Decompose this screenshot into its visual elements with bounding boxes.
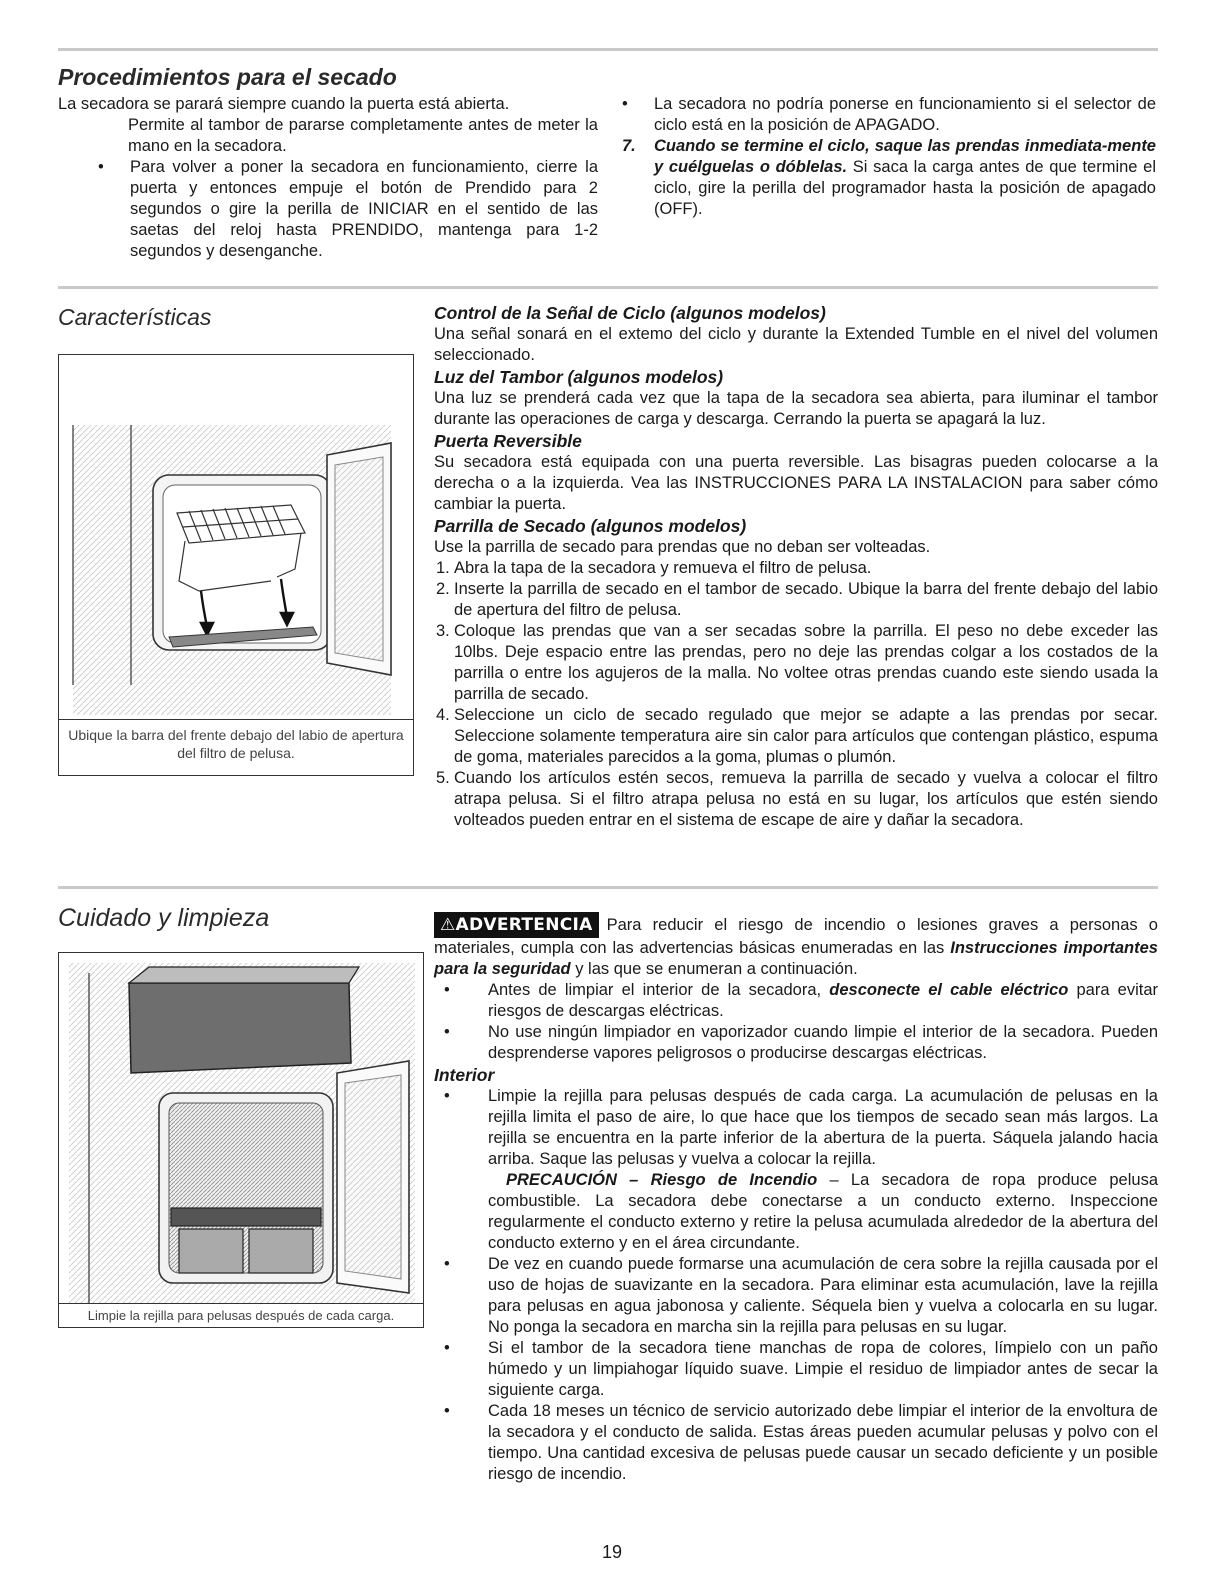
interior-bullet-1-text: Limpie la rejilla para pelusas después de cada carga. La acumulación de pelusas en la rejilla limita el paso de aire, lo que hace que los tiempos de secado sean más largos. La rejilla se encuentra en la parte inferior de la abertura de la puerta. Sáquela jalando hacia arriba. Saque las pelusas y vuelva a colocar la rejilla. [488, 1087, 1158, 1168]
step-text: Inserte la parrilla de secado en el tambor de secado. Ubique la barra del frente debajo del labio de apertura del filtro de pelusa. [454, 580, 1158, 619]
bullet-1-pre: Antes de limpiar el interior de la secadora, [488, 981, 830, 999]
page-number: 19 [601, 1542, 623, 1562]
para-control-senal: Una señal sonará en el extemo del ciclo y durante la Extended Tumble en el nivel del volumen seleccionado. [434, 325, 1158, 364]
interior-bullet-2-text: De vez en cuando puede formarse una acumulación de cera sobre la rejilla causada por el uso de hojas de suavizante en la secadora. Para eliminar esta acumulación, lave la rejilla para pelusas en agua jabonosa y caliente. Séquela bien y vuelva a colocarla en su lugar. No ponga la secadora en marcha sin la rejilla para pelusas en su lugar. [488, 1255, 1158, 1336]
caracteristicas-figure-caption: Ubique la barra del frente debajo del labio de apertura del filtro de pelusa. [59, 719, 413, 775]
secado-para-1: La secadora se parará siempre cuando la puerta está abierta. [58, 95, 510, 113]
dryer-rack-illustration [58, 354, 414, 776]
precaucion-bold: PRECAUCIÓN – Riesgo de Incendio [506, 1171, 818, 1189]
bullet-icon: • [444, 1402, 450, 1420]
bullet-icon: • [444, 981, 450, 999]
divider-caracteristicas [58, 286, 1158, 289]
interior-bullet-3 [434, 1338, 1158, 1401]
step-text: Abra la tapa de la secadora y remueva el filtro de pelusa. [454, 559, 872, 577]
list-item [434, 621, 1158, 705]
step-text: Seleccione un ciclo de secado regulado que mejor se adapte a las prendas por secar. Seleccione solamente temperatura aire sin calor para artículos que contengan plástico, espuma de goma, materiales parecidos a la goma, plumas o plumón. [454, 706, 1158, 766]
warning-triangle-icon: ⚠ [440, 915, 456, 935]
precaucion-text: – La secadora de ropa produce pelusa combustible. La secadora debe conectarse a un conducto externo. Inspeccione regularmente el conducto externo y retire la pelusa acumulada alrededor de la abertura del conducto externo y en el área circundante. [488, 1171, 1159, 1252]
warning-bold: Instrucciones importantes para la seguridad [434, 939, 1158, 978]
section-title-caracteristicas: Características [58, 304, 212, 330]
list-item [434, 558, 1158, 579]
secado-left-column [58, 94, 598, 262]
bullet-icon: • [98, 158, 104, 176]
warning-end: y las que se enumeran a continuación. [570, 960, 858, 978]
para-luz-tambor: Una luz se prenderá cada vez que la tapa de la secadora sea abierta, para iluminar el tambor durante las operaciones de carga y descarga. Cerrando la puerta se apagará la luz. [434, 389, 1158, 428]
list-item [434, 705, 1158, 768]
step-number: 2. [436, 580, 450, 598]
interior-bullet-2 [434, 1254, 1158, 1338]
warning-badge [434, 912, 599, 938]
lint-screen-icon [59, 953, 422, 1305]
heading-control-senal: Control de la Señal de Ciclo (algunos modelos) [434, 303, 826, 323]
secado-bullet-2-text: La secadora no podría ponerse en funcionamiento si el selector de ciclo está en la posición de APAGADO. [654, 95, 1156, 134]
bullet-icon: • [622, 95, 628, 113]
item-7-number: 7. [622, 137, 636, 155]
item-7-text: Si saca la carga antes de que termine el ciclo, gire la perilla del programador hasta la posición de apagado (OFF). [654, 158, 1156, 218]
lint-screen-illustration [58, 952, 424, 1328]
warning-text: Para reducir el riesgo de incendio o lesiones graves a personas o materiales, cumpla con las advertencias básicas enumeradas en las [434, 916, 1158, 957]
bullet-1-bold: desconecte el cable eléctrico [829, 981, 1069, 999]
caracteristicas-content [434, 302, 1158, 831]
divider-top [58, 48, 1158, 51]
heading-puerta-reversible: Puerta Reversible [434, 431, 582, 451]
divider-cuidado [58, 886, 1158, 889]
step-number: 5. [436, 769, 450, 787]
secado-para-2: Permite al tambor de pararse completamente antes de meter la mano en la secadora. [128, 116, 598, 155]
bullet-icon: • [444, 1023, 450, 1041]
step-text: Coloque las prendas que van a ser secadas sobre la parrilla. El peso no debe exceder las 10lbs. Deje espacio entre las prendas, pero no deje las prendas colgar a los costados de la parrilla o entre los agujeros de la malla. No voltee otras prendas cuando este siendo usada la parrilla de secado. [454, 622, 1158, 703]
bullet-1-post: para evitar riesgos de descargas eléctricas. [488, 981, 1158, 1020]
interior-bullet-4 [434, 1401, 1158, 1485]
section-title-cuidado: Cuidado y limpieza [58, 904, 270, 932]
warning-paragraph [434, 912, 1158, 980]
interior-bullet-1 [434, 1086, 1158, 1170]
item-7-bold: Cuando se termine el ciclo, saque las prendas inmediata-mente y cuélguelas o dóblelas. [654, 137, 1156, 176]
warning-label: ADVERTENCIA [455, 915, 593, 935]
cuidado-bullet-1 [434, 980, 1158, 1022]
para-puerta-reversible: Su secadora está equipada con una puerta reversible. Las bisagras pueden colocarse a la derecha o a la izquierda. Vea las INSTRUCCIONES PARA LA INSTALACION para saber cómo cambiar la puerta. [434, 453, 1158, 513]
interior-bullet-4-text: Cada 18 meses un técnico de servicio autorizado debe limpiar el interior de la envoltura de la secadora y el conducto de salida. Estas áreas pueden acumular pelusas y polvo con el tiempo. Una cantidad excesiva de pelusas puede causar un secado deficiente y un posible riesgo de incendio. [488, 1402, 1158, 1483]
heading-parrilla-secado: Parrilla de Secado (algunos modelos) [434, 516, 747, 536]
drying-rack-icon [59, 355, 412, 725]
step-text: Cuando los artículos estén secos, remueva la parrilla de secado y vuelva a colocar el filtro atrapa pelusa. Si el filtro atrapa pelusa no está en su lugar, los artículos que estén siendo volteados pueden entrar en el sistema de escape de aire y dañar la secadora. [454, 769, 1158, 829]
para-parrilla-secado: Use la parrilla de secado para prendas que no deban ser volteadas. [434, 538, 931, 556]
step-number: 3. [436, 622, 450, 640]
precaucion-paragraph [434, 1170, 1158, 1254]
secado-bullet-2 [620, 94, 1156, 136]
secado-bullet-1-text: Para volver a poner la secadora en funcionamiento, cierre la puerta y entonces empuje el botón de Prendido para 2 segundos o gire la perilla de INICIAR en el sentido de las saetas del reloj hasta PRENDIDO, mantenga para 1-2 segundos y desenganche. [130, 158, 598, 260]
heading-luz-tambor: Luz del Tambor (algunos modelos) [434, 367, 724, 387]
secado-item-7 [620, 136, 1156, 220]
list-item [434, 768, 1158, 831]
cuidado-bullet-2 [434, 1022, 1158, 1064]
interior-bullet-3-text: Si el tambor de la secadora tiene manchas de ropa de colores, límpielo con un paño húmedo y un limpiahogar líquido suave. Limpie el residuo de limpiador antes de secar la siguiente carga. [488, 1339, 1158, 1399]
cuidado-figure-caption: Limpie la rejilla para pelusas después de cada carga. [59, 1303, 423, 1327]
bullet-2-text: No use ningún limpiador en vaporizador cuando limpie el interior de la secadora. Pueden desprenderse vapores peligrosos o producirse descargas eléctricas. [488, 1023, 1158, 1062]
heading-interior: Interior [434, 1065, 495, 1085]
section-title-secado: Procedimientos para el secado [58, 64, 397, 90]
list-item [434, 579, 1158, 621]
secado-right-column [620, 94, 1156, 220]
step-number: 4. [436, 706, 450, 724]
cuidado-content [434, 912, 1158, 1485]
bullet-icon: • [444, 1339, 450, 1357]
bullet-icon: • [444, 1087, 450, 1105]
secado-bullet-1 [58, 157, 598, 262]
step-number: 1. [436, 559, 450, 577]
bullet-icon: • [444, 1255, 450, 1273]
